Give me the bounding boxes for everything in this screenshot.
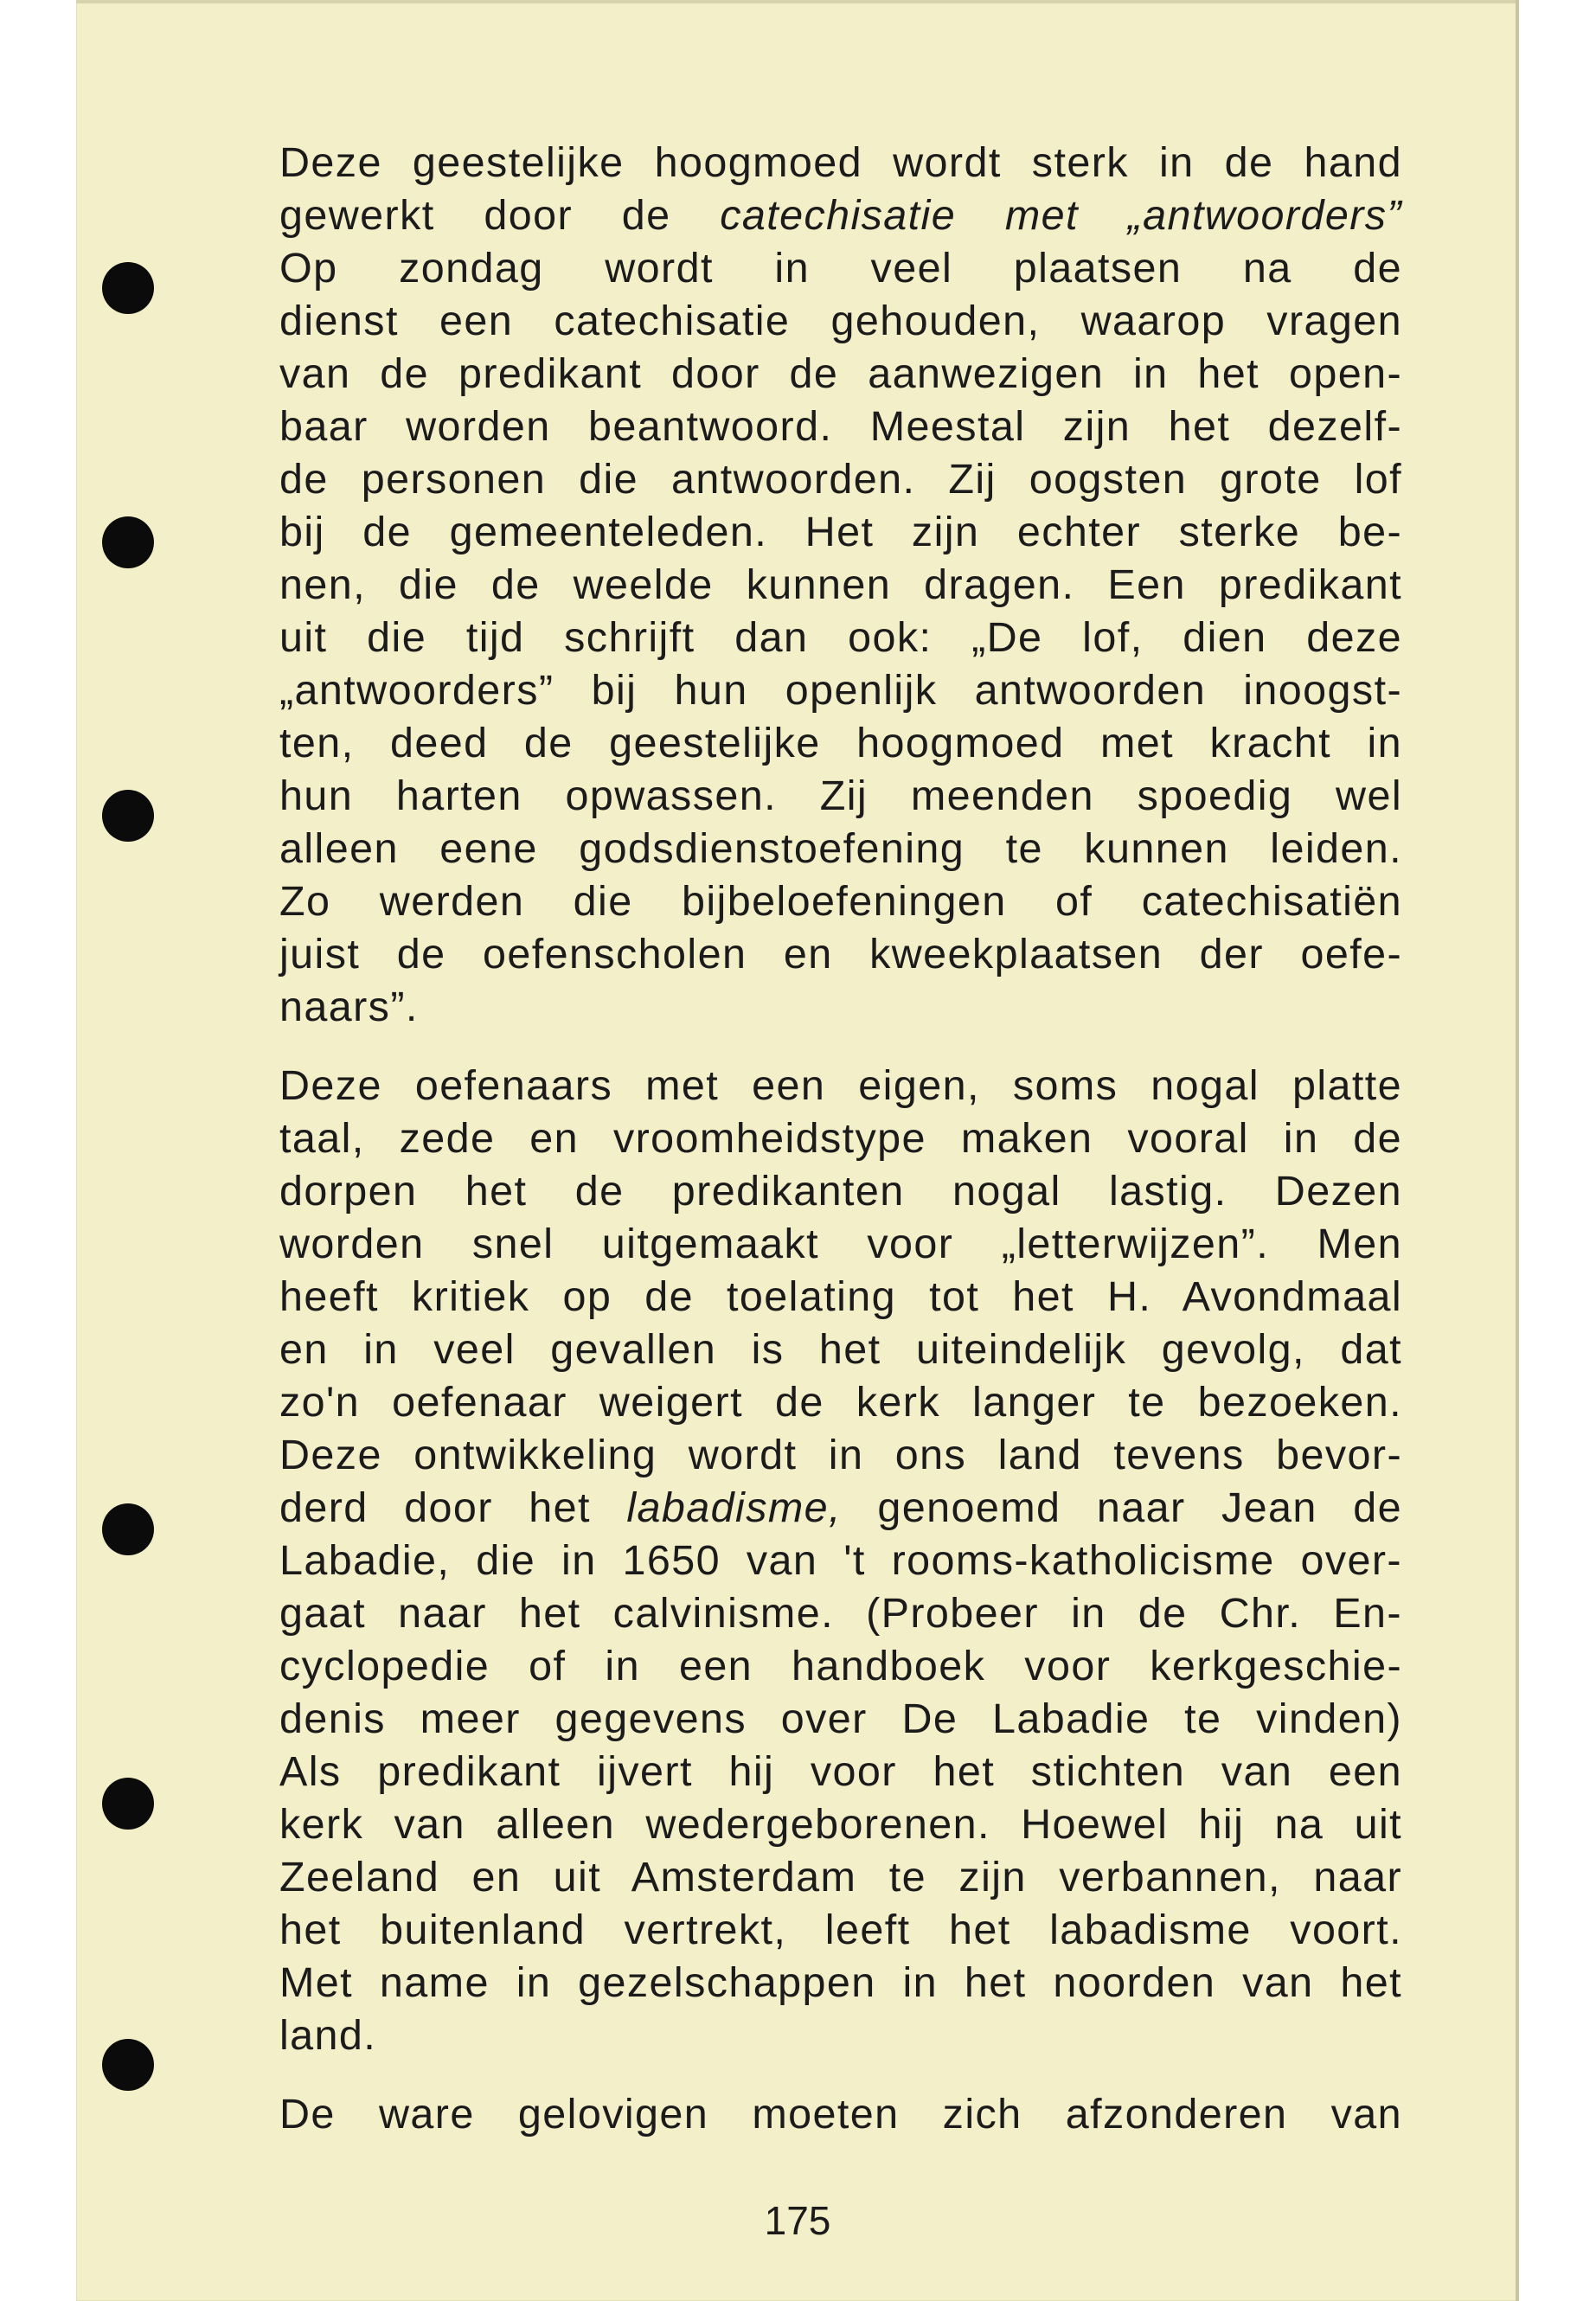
- text-line: gaat naar het calvinisme. (Probeer in de Chr. En-: [279, 1590, 1402, 1637]
- text-line: Labadie, die in 1650 van 't rooms-katholicisme over-: [279, 1537, 1402, 1584]
- binder-hole-3: [102, 790, 154, 842]
- text-line: De ware gelovigen moeten zich afzonderen van: [279, 2091, 1402, 2138]
- binder-hole-4: [102, 1503, 154, 1555]
- text-line: alleen eene godsdienstoefening te kunnen leiden.: [279, 825, 1402, 872]
- binder-hole-6: [102, 2039, 154, 2091]
- italic-phrase: labadisme,: [626, 1484, 842, 1531]
- text-line: gewerkt door de catechisatie met „antwoorders”: [279, 192, 1402, 239]
- text-line: juist de oefenscholen en kweekplaatsen der oefe-: [279, 931, 1402, 977]
- page-right-edge: [1516, 0, 1519, 2301]
- text-line: worden snel uitgemaakt voor „letterwijzen”. Men: [279, 1221, 1402, 1267]
- text-line: Met name in gezelschappen in het noorden van het: [279, 1959, 1402, 2006]
- text-line: „antwoorders” bij hun openlijk antwoorden inoogst-: [279, 667, 1402, 714]
- page-number: 175: [764, 2198, 831, 2243]
- text-line: baar worden beantwoord. Meestal zijn het dezelf-: [279, 403, 1402, 450]
- text-line: dienst een catechisatie gehouden, waarop vragen: [279, 298, 1402, 344]
- text-line: heeft kritiek op de toelating tot het H. Avondmaal: [279, 1273, 1402, 1320]
- text-line: Zo werden die bijbeloefeningen of catechisatiën: [279, 878, 1402, 925]
- text-line: taal, zede en vroomheidstype maken vooral in de: [279, 1115, 1402, 1162]
- text-line: denis meer gegevens over De Labadie te vinden): [279, 1695, 1402, 1742]
- text-line: dorpen het de predikanten nogal lastig. Dezen: [279, 1168, 1402, 1215]
- binder-hole-1: [102, 262, 154, 314]
- text-line: Als predikant ijvert hij voor het stichten van een: [279, 1748, 1402, 1795]
- text-line: kerk van alleen wedergeborenen. Hoewel hij na uit: [279, 1801, 1402, 1848]
- text-line: nen, die de weelde kunnen dragen. Een predikant: [279, 561, 1402, 608]
- page-top-edge: [76, 0, 1519, 3]
- text-line: ten, deed de geestelijke hoogmoed met kracht in: [279, 720, 1402, 766]
- text-line: uit die tijd schrijft dan ook: „De lof, dien deze: [279, 614, 1402, 661]
- paragraph: [279, 137, 1402, 1034]
- text-line: bij de gemeenteleden. Het zijn echter sterke be-: [279, 509, 1402, 555]
- text-line: en in veel gevallen is het uiteindelijk gevolg, dat: [279, 1326, 1402, 1373]
- body-text: [279, 137, 1402, 2141]
- text-line: van de predikant door de aanwezigen in het open-: [279, 350, 1402, 397]
- text-line: Deze ontwikkeling wordt in ons land tevens bevor-: [279, 1432, 1402, 1478]
- text-line: de personen die antwoorden. Zij oogsten grote lof: [279, 456, 1402, 503]
- text-line: Deze geestelijke hoogmoed wordt sterk in de hand: [279, 139, 1402, 186]
- book-page: [76, 0, 1519, 2301]
- paragraph: [279, 1060, 1402, 2062]
- text-line: land.: [279, 2012, 377, 2059]
- text-line: cyclopedie of in een handboek voor kerkgeschie-: [279, 1643, 1402, 1689]
- text-line: Op zondag wordt in veel plaatsen na de: [279, 245, 1402, 292]
- text-line: zo'n oefenaar weigert de kerk langer te bezoeken.: [279, 1379, 1402, 1426]
- paragraph: [279, 2088, 1402, 2141]
- text-line: hun harten opwassen. Zij meenden spoedig wel: [279, 772, 1402, 819]
- text-line: Zeeland en uit Amsterdam te zijn verbannen, naar: [279, 1854, 1402, 1900]
- binder-hole-2: [102, 516, 154, 568]
- text-line: naars”.: [279, 984, 419, 1030]
- text-line: derd door het labadisme, genoemd naar Jean de: [279, 1484, 1402, 1531]
- text-line: het buitenland vertrekt, leeft het labadisme voort.: [279, 1907, 1402, 1953]
- binder-hole-5: [102, 1778, 154, 1830]
- italic-phrase: catechisatie met „antwoorders”: [720, 192, 1402, 239]
- text-line: Deze oefenaars met een eigen, soms nogal platte: [279, 1062, 1402, 1109]
